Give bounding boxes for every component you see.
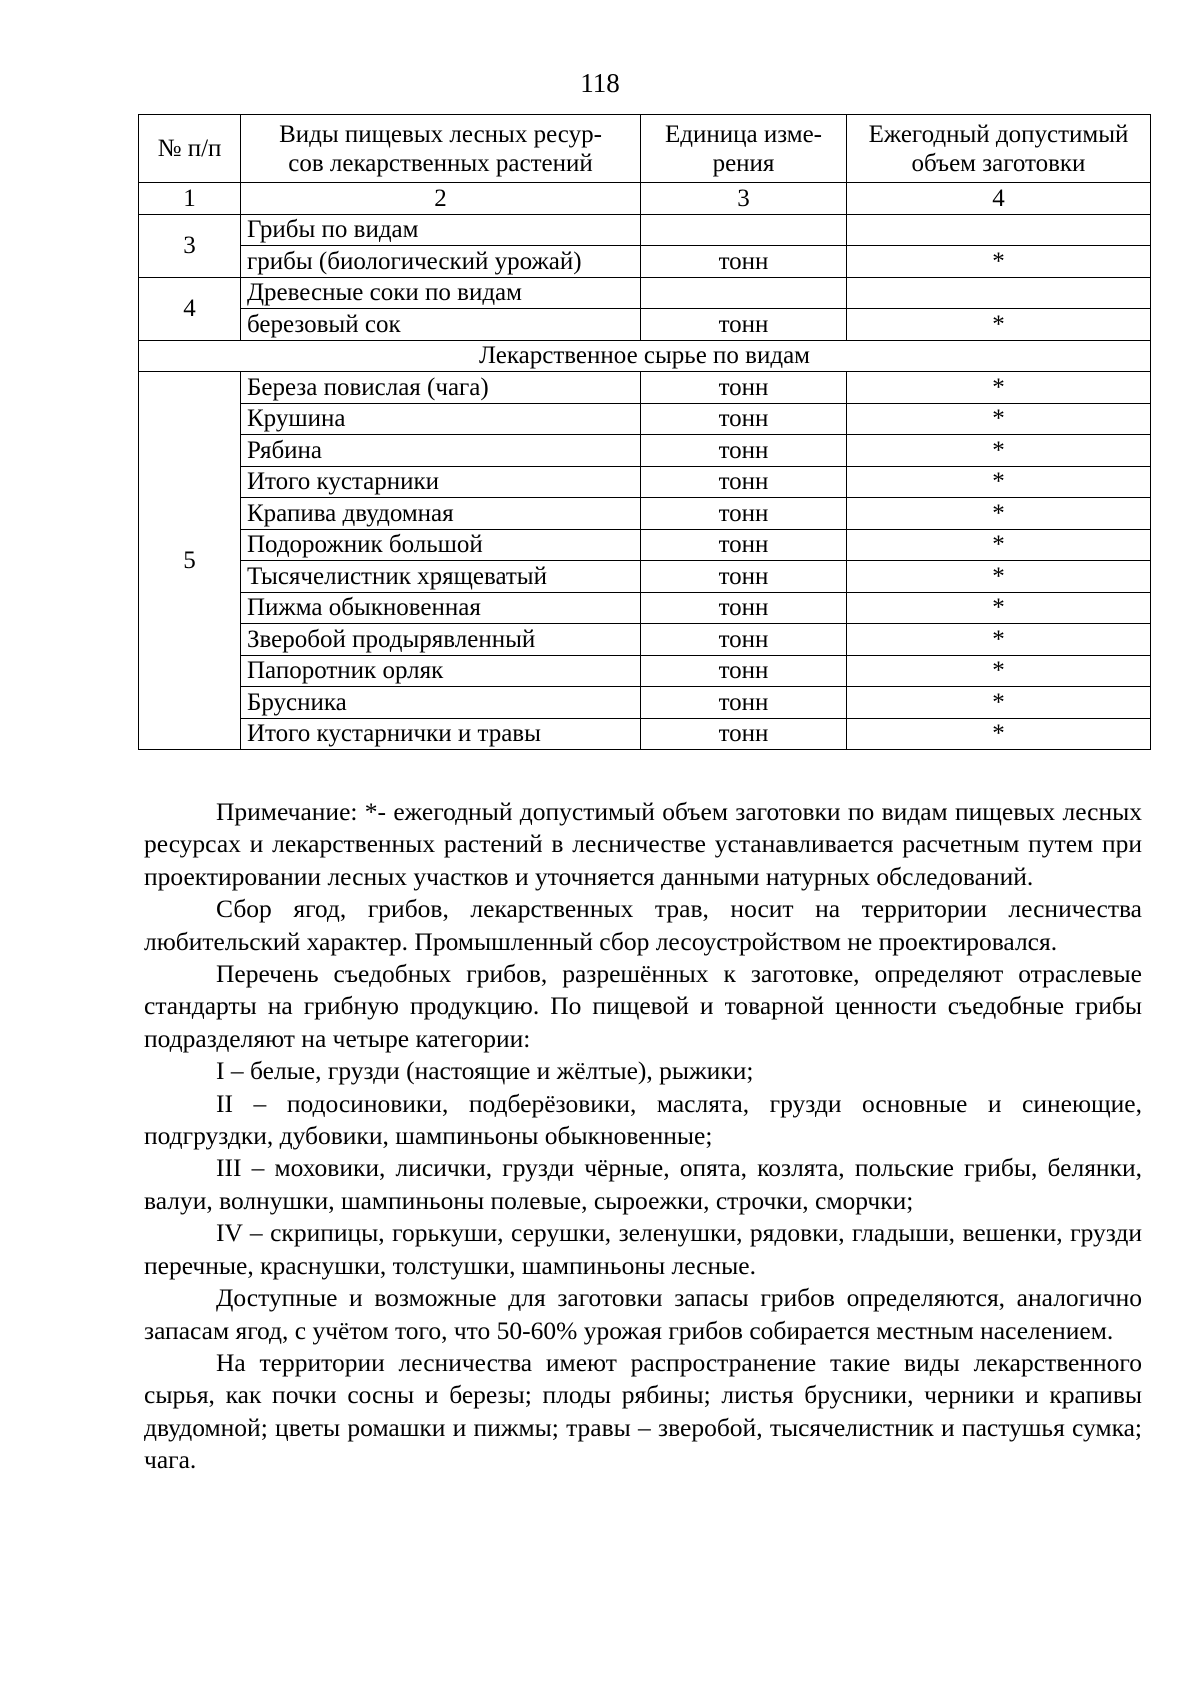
- table-row: [139, 372, 1151, 404]
- paragraph: На территории лесничества имеют распространение такие виды лекарственного сырья, как почки сосны и березы; плоды рябины; листья брусники, черники и крапивы двудомной; цветы ромашки и пижмы; травы – зверобой, тысячелистник и пастушья сумка; чага.: [144, 1347, 1142, 1475]
- paragraph-category-3: III – моховики, лисички, грузди чёрные, опята, козлята, польские грибы, белянки, валуи, волнушки, шампиньоны полевые, сыроежки, строчки, сморчки;: [144, 1153, 1142, 1215]
- header-unit: Единица изме- рения: [641, 115, 847, 183]
- resource-name: Пижма обыкновенная: [241, 592, 641, 624]
- unit: тонн: [641, 435, 847, 467]
- volume: *: [847, 687, 1151, 719]
- volume: *: [847, 466, 1151, 498]
- table-row: [139, 466, 1151, 498]
- row-number: 3: [139, 214, 241, 277]
- column-number: 3: [641, 183, 847, 215]
- unit: тонн: [641, 372, 847, 404]
- header-annual-volume: Ежегодный допустимый объем заготовки: [847, 115, 1151, 183]
- medicinal-group: [139, 372, 1151, 750]
- section-title: Лекарственное сырье по видам: [139, 340, 1151, 372]
- resource-name: Рябина: [241, 435, 641, 467]
- resource-name: Подорожник большой: [241, 529, 641, 561]
- resource-name: Крушина: [241, 403, 641, 435]
- table-row: [139, 246, 1151, 278]
- paragraph-category-2: II – подосиновики, подберёзовики, маслята, грузди основные и синеющие, подгруздки, дубовики, шампиньоны обыкновенные;: [144, 1088, 1142, 1151]
- header-number: № п/п: [139, 115, 241, 183]
- paragraph: Перечень съедобных грибов, разрешённых к заготовке, определяют отраслевые стандарты на грибную продукцию. По пищевой и товарной ценности съедобные грибы подразделяют на четыре категории:: [144, 959, 1142, 1053]
- volume: [847, 214, 1151, 246]
- table-row: [139, 718, 1151, 750]
- row-number: 5: [139, 372, 241, 750]
- resource-name: Итого кустарнички и травы: [241, 718, 641, 750]
- unit: [641, 277, 847, 309]
- unit: тонн: [641, 498, 847, 530]
- resource-name: грибы (биологический урожай): [241, 246, 641, 278]
- volume: [847, 277, 1151, 309]
- volume: *: [847, 309, 1151, 341]
- table-row: [139, 624, 1151, 656]
- row-number: 4: [139, 277, 241, 340]
- unit: тонн: [641, 403, 847, 435]
- table-row: [139, 687, 1151, 719]
- volume: *: [847, 718, 1151, 750]
- table-row: [139, 435, 1151, 467]
- unit: [641, 214, 847, 246]
- table-row: [139, 655, 1151, 687]
- volume: *: [847, 246, 1151, 278]
- table-row: [139, 592, 1151, 624]
- paragraph-category-4: IV – скрипицы, горькуши, серушки, зеленушки, рядовки, гладыши, вешенки, грузди перечные, краснушки, толстушки, шампиньоны лесные.: [144, 1218, 1142, 1280]
- resource-name: Папоротник орляк: [241, 655, 641, 687]
- volume: *: [847, 592, 1151, 624]
- unit: тонн: [641, 592, 847, 624]
- unit: тонн: [641, 309, 847, 341]
- section-row: [139, 340, 1151, 372]
- volume: *: [847, 403, 1151, 435]
- resource-name: Береза повислая (чага): [241, 372, 641, 404]
- unit: тонн: [641, 718, 847, 750]
- table-row: [139, 403, 1151, 435]
- unit: тонн: [641, 655, 847, 687]
- volume: *: [847, 372, 1151, 404]
- resource-name: Крапива двудомная: [241, 498, 641, 530]
- volume: *: [847, 529, 1151, 561]
- body-text: [144, 796, 1142, 1477]
- resource-name: Итого кустарники: [241, 466, 641, 498]
- volume: *: [847, 624, 1151, 656]
- table-row: [139, 561, 1151, 593]
- unit: тонн: [641, 624, 847, 656]
- column-number: 1: [139, 183, 241, 215]
- resource-name: Зверобой продырявленный: [241, 624, 641, 656]
- column-number: 2: [241, 183, 641, 215]
- paragraph-note: Примечание: *- ежегодный допустимый объем заготовки по видам пищевых лесных ресурсах и лекарственных растений в лесничестве устанавливается расчетным путем при проектировании лесных участков и уточняется данными натурных обследований.: [144, 797, 1142, 891]
- resources-table: [138, 114, 1151, 750]
- header-resource-type: Виды пищевых лесных ресур- сов лекарственных растений: [241, 115, 641, 183]
- unit: тонн: [641, 466, 847, 498]
- unit: тонн: [641, 687, 847, 719]
- volume: *: [847, 655, 1151, 687]
- paragraph: Доступные и возможные для заготовки запасы грибов определяются, аналогично запасам ягод, с учётом того, что 50-60% урожая грибов собирается местным населением.: [144, 1283, 1142, 1345]
- unit: тонн: [641, 561, 847, 593]
- resource-name: Брусника: [241, 687, 641, 719]
- table-row: [139, 529, 1151, 561]
- resource-name: Древесные соки по видам: [241, 277, 641, 309]
- volume: *: [847, 498, 1151, 530]
- column-number-row: [139, 183, 1151, 215]
- table-header-row: [139, 115, 1151, 183]
- table-row: [139, 498, 1151, 530]
- column-number: 4: [847, 183, 1151, 215]
- table-row: [139, 214, 1151, 246]
- volume: *: [847, 435, 1151, 467]
- page-number: 118: [580, 68, 620, 98]
- resource-name: Грибы по видам: [241, 214, 641, 246]
- volume: *: [847, 561, 1151, 593]
- unit: тонн: [641, 246, 847, 278]
- unit: тонн: [641, 529, 847, 561]
- table-row: [139, 277, 1151, 309]
- resource-name: Тысячелистник хрящеватый: [241, 561, 641, 593]
- resource-name: березовый сок: [241, 309, 641, 341]
- paragraph-category-1: I – белые, грузди (настоящие и жёлтые), рыжики;: [216, 1056, 754, 1086]
- table-row: [139, 309, 1151, 341]
- paragraph: Сбор ягод, грибов, лекарственных трав, носит на территории лесничества любительский характер. Промышленный сбор лесоустройством не проектировался.: [144, 894, 1142, 956]
